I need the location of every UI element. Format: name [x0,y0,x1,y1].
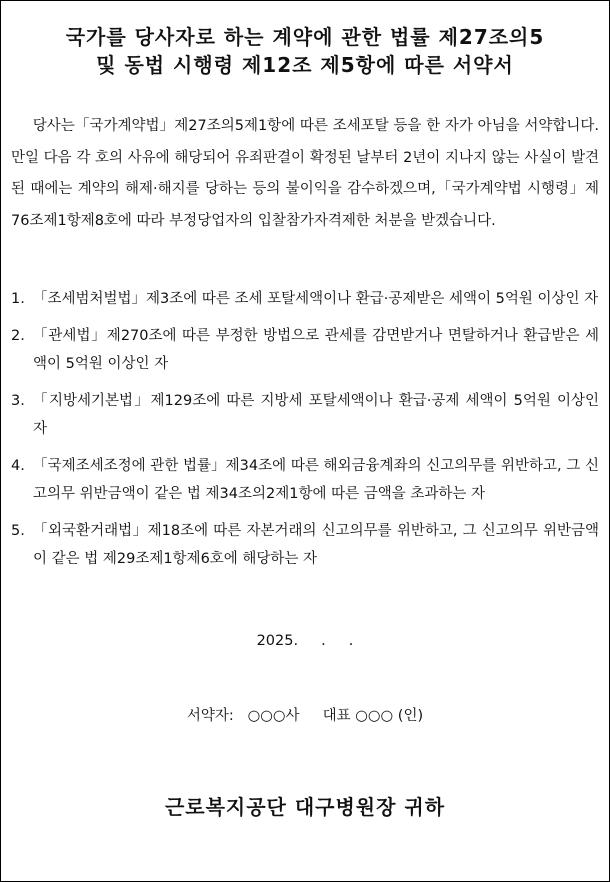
addressee: 근로복지공단 대구병원장 귀하 [164,795,446,819]
signer-line: 서약자: ○○○사 대표 ○○○ (인) [186,708,424,724]
date-line: 2025. . . [256,633,354,649]
condition-list [11,285,599,582]
item-text: 「외국환거래법」제18조에 따른 자본거래의 신고의무를 위반하고, 그 신고의무 위반금액이 같은 법 제29조제1항제6호에 해당하는 자 [33,523,599,567]
item-text: 「국제조세조정에 관한 법률」제34조에 따른 해외금융계좌의 신고의무를 위반하고, 그 신고의무 위반금액이 같은 법 제34조의2제1항에 따른 금액을 초과하는 자 [33,458,599,502]
document-title [1,23,609,79]
item-text: 「조세범처벌법」제3조에 따른 조세 포탈세액이나 환급·공제받은 세액이 5억원 이상인 자 [33,291,599,307]
item-number: 5. [11,523,25,539]
list-item [11,322,599,378]
item-number: 1. [11,291,25,307]
item-text: 「관세법」제270조에 따른 부정한 방법으로 관세를 감면받거나 면탈하거나 환급받은 세액이 5억원 이상인 자 [33,328,599,372]
item-number: 3. [11,393,25,409]
title-line-1: 국가를 당사자로 하는 계약에 관한 법률 제27조의5 [65,25,545,49]
intro-paragraph: 당사는「국가계약법」제27조의5제1항에 따른 조세포탈 등을 한 자가 아님을 서약합니다. 만일 다음 각 호의 사유에 해당되어 유죄판결이 확정된 날부터 2년이 지나지 않는 사실이 발견된 때에는 계약의 해제·해지를 당하는 등의 불이익을 감수하겠으며,「국가계약법 시행령」제76조제1항제8호에 따라 부정당업자의 입찰참가자격제한 처분을 받겠습니다. [11,118,599,229]
item-text: 「지방세기본법」제129조에 따른 지방세 포탈세액이나 환급·공제 세액이 5억원 이상인 자 [33,393,599,437]
list-item [11,517,599,573]
title-line-2: 및 동법 시행령 제12조 제5항에 따른 서약서 [96,53,514,77]
list-item [11,387,599,443]
item-number: 4. [11,458,25,474]
list-item [11,452,599,508]
list-item [11,285,599,313]
item-number: 2. [11,328,25,344]
